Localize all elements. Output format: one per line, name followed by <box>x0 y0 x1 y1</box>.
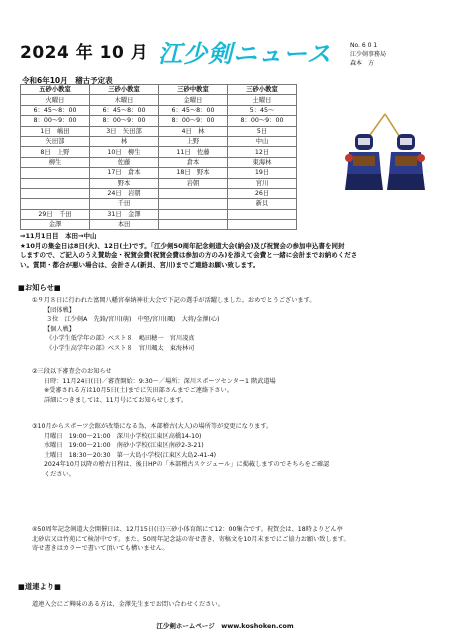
schedule-cell: 8：00～9：00 <box>21 116 90 126</box>
schedule-row <box>21 85 297 95</box>
item3-text: ③10月からスポーツ会館が改築になる為、本部稽古(大人)の場所等が変更になります。 <box>32 423 273 430</box>
federation-text: 道連入会にご興味のある方は、金澤先生までお問い合わせください。 <box>32 601 224 608</box>
schedule-cell: 6：45～8：00 <box>21 105 90 115</box>
schedule-cell: 12日 <box>228 147 297 157</box>
schedule-cell: 三砂小教室 <box>228 85 297 95</box>
homepage-footer: 江少剣ホームページ www.koshoken.com <box>156 622 294 630</box>
item2-text: ②三段以下審査会のお知らせ <box>32 368 112 375</box>
schedule-cell: 10日 柳生 <box>90 147 159 157</box>
schedule-cell: 19日 <box>228 168 297 178</box>
item3-saturday: 土曜日 18:30～20:30 第一大島小学校(江東区大島2-41-4) <box>44 451 217 459</box>
schedule-cell: 6：45～8：00 <box>90 105 159 115</box>
schedule-cell: 本田 <box>90 220 159 230</box>
schedule-cell: 8：00～9：00 <box>90 116 159 126</box>
schedule-row <box>21 116 297 126</box>
newsletter-title: 江少剣ニュース <box>158 40 332 68</box>
schedule-cell: 4日 林 <box>159 126 228 136</box>
schedule-cell: 18日 野本 <box>159 168 228 178</box>
schedule-cell: 三砂小教室 <box>90 85 159 95</box>
schedule-cell: 新貝 <box>228 199 297 209</box>
schedule-cell: 三砂中教室 <box>159 85 228 95</box>
schedule-cell: 1日 嶋田 <box>21 126 90 136</box>
item1-team-result: ３位 江少剣A 先鋒/宮川(萌) 中堅/宮川(颯) 大将/金澤(心) <box>46 316 220 324</box>
schedule-cell: 26日 <box>228 188 297 198</box>
issue-number: No. 6 0 1 <box>350 42 378 49</box>
announcements-heading: ■お知らせ■ <box>18 283 61 292</box>
schedule-cell: 6：45～8：00 <box>159 105 228 115</box>
schedule-cell: 宮川 <box>228 178 297 188</box>
schedule-row <box>21 209 297 219</box>
item2-detail-1: 日時：11月24日(日)／審査開始：9:30～／場所：深川スポーツセンター1 階武道場 <box>44 377 276 385</box>
schedule-cell: 柳生 <box>21 157 90 167</box>
schedule-cell: 佐藤 <box>90 157 159 167</box>
office-contact: 森本 方 <box>350 60 375 67</box>
item3-monday: 月曜日 19:00～21:00 深川小学校(江東区高橋14-10) <box>44 432 202 440</box>
collection-text-3: い。質問・都合が悪い場合は、会計さん(新貝、宮川)までご連絡お願い致します。 <box>20 260 260 269</box>
item1-team-heading: 【団体戦】 <box>44 306 75 314</box>
schedule-cell <box>21 188 90 198</box>
schedule-cell: 千田 <box>90 199 159 209</box>
item3-note-2: ください。 <box>44 470 75 478</box>
schedule-cell: 木曜日 <box>90 95 159 105</box>
schedule-cell: 金曜日 <box>159 95 228 105</box>
schedule-cell <box>228 220 297 230</box>
announcement-venue-change <box>32 422 432 480</box>
item3-note-1: 2024年10月以降の稽古日程は、後日HPの「本部稽古スケジュール」に掲載しますのでそちらをご確認 <box>44 461 330 469</box>
schedule-cell: 土曜日 <box>228 95 297 105</box>
schedule-row <box>21 95 297 105</box>
schedule-table <box>20 84 297 230</box>
item2-detail-2: ※受審される方は10月5日(土)までに矢田部さんまでご連絡下さい。 <box>44 387 233 395</box>
schedule-cell <box>159 199 228 209</box>
schedule-cell: 中山 <box>228 136 297 146</box>
schedule-row <box>21 199 297 209</box>
schedule-row <box>21 220 297 230</box>
schedule-row <box>21 105 297 115</box>
schedule-cell: 金澤 <box>21 220 90 230</box>
schedule-cell: 8：00～9：00 <box>159 116 228 126</box>
schedule-row <box>21 136 297 146</box>
schedule-cell <box>21 199 90 209</box>
item4-text-1: ④50周年記念剣道大会開催日は、12月15日(日)三砂小体育館にて12：00集合です。祝賀会は、18時よりどん亭 <box>32 526 343 533</box>
schedule-row <box>21 147 297 157</box>
schedule-change-note: ⇒11月1日目 本田→中山 <box>20 232 97 240</box>
schedule-cell: 29日 千田 <box>21 209 90 219</box>
schedule-cell <box>21 168 90 178</box>
schedule-cell <box>159 188 228 198</box>
federation-heading: ■道連より■ <box>18 582 61 591</box>
schedule-cell: 五砂小教室 <box>21 85 90 95</box>
schedule-cell <box>159 220 228 230</box>
item4-text-3: 寄せ書きはカラーで書いて頂いても構いません。 <box>32 545 169 553</box>
schedule-row <box>21 178 297 188</box>
schedule-cell <box>228 209 297 219</box>
item1-upper-grade-result: 《小学生高学年の部》ベスト８ 宮川颯太 東海林司 <box>46 344 195 352</box>
schedule-cell: 野本 <box>90 178 159 188</box>
schedule-cell: 矢田部 <box>21 136 90 146</box>
collection-text-1: ★10月の集金日は8日(火)、12日(土)です。「江少剣50周年記念剣道大会(納会)及び祝賀会の参加申込書を同封 <box>20 241 345 250</box>
schedule-cell: 31日 金澤 <box>90 209 159 219</box>
schedule-cell: 17日 倉本 <box>90 168 159 178</box>
item3-wednesday: 水曜日 19:00～21:00 南砂小学校(江東区南砂2-3-21) <box>44 442 204 450</box>
issue-meta <box>350 41 386 68</box>
schedule-cell: 林 <box>90 136 159 146</box>
schedule-cell: 倉本 <box>159 157 228 167</box>
schedule-cell: 5：45～ <box>228 105 297 115</box>
schedule-title: 令和6年10月 稽古予定表 <box>22 76 113 85</box>
item1-text: ①９月８日に行われた富岡八幡宮奉納神社大会で下記の選手が活躍しました。おめでとうございます。 <box>32 297 316 304</box>
schedule-cell: 東海林 <box>228 157 297 167</box>
schedule-cell <box>159 209 228 219</box>
schedule-cell: 8：00～9：00 <box>228 116 297 126</box>
office-name: 江少剣事務局 <box>350 51 387 58</box>
schedule-cell: 上野 <box>159 136 228 146</box>
schedule-row <box>21 168 297 178</box>
schedule-cell: 8日 上野 <box>21 147 90 157</box>
item1-lower-grade-result: 《小学生低学年の部》ベスト８ 嶋田穂一 宮川凌真 <box>46 335 195 343</box>
item2-detail-3: 詳細につきましては、11月号にてお知らせします。 <box>44 396 188 404</box>
schedule-row <box>21 126 297 136</box>
schedule-cell: 火曜日 <box>21 95 90 105</box>
schedule-cell: 3日 矢田部 <box>90 126 159 136</box>
schedule-row <box>21 157 297 167</box>
item4-text-2: 北砂店又は竹苑にて検討中です。また、50周年記念誌の寄せ書き、寄稿文を10月末までにご協力お願い致します。 <box>32 535 350 543</box>
collection-notice <box>20 232 430 270</box>
newsletter-date: 2024 年 10 月 <box>20 43 149 63</box>
announcement-exam <box>32 367 432 405</box>
schedule-cell: 11日 佐藤 <box>159 147 228 157</box>
kendo-illustration-icon <box>335 112 435 192</box>
item1-individual-heading: 【個人戦】 <box>44 325 75 333</box>
collection-text-2: しますので、ご記入のうえ賛助金・祝賀会費(祝賀会費は参加の方のみ)を添えて会費と一緒に会計までお納めくださ <box>20 251 358 259</box>
schedule-cell: 5日 <box>228 126 297 136</box>
schedule-cell: 24日 岩朝 <box>90 188 159 198</box>
announcement-anniversary <box>32 525 432 554</box>
announcement-tournament-results <box>32 296 432 354</box>
schedule-cell: 岩朝 <box>159 178 228 188</box>
schedule-row <box>21 188 297 198</box>
schedule-cell <box>21 178 90 188</box>
